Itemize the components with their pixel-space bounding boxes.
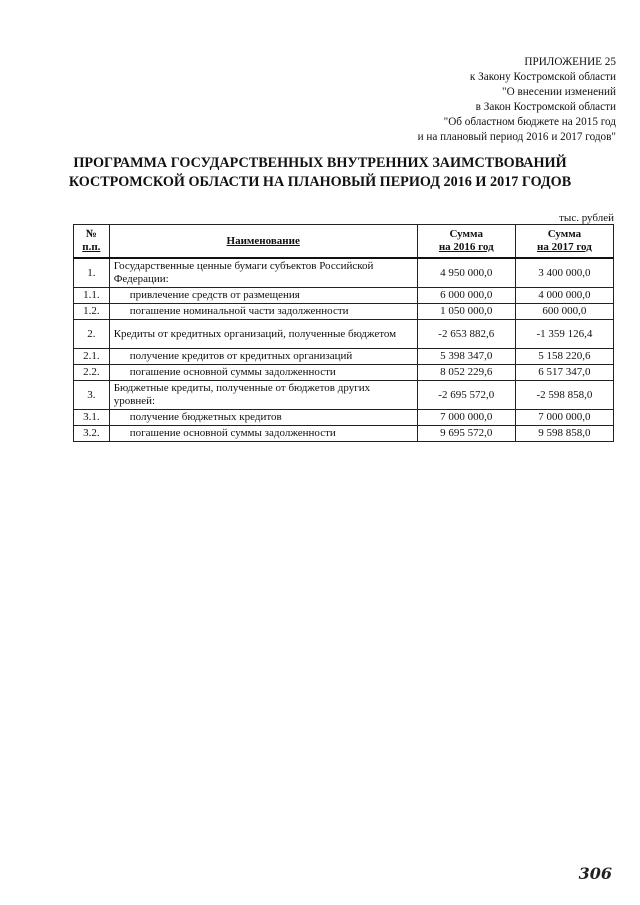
row-name: получение кредитов от кредитных организаций xyxy=(109,349,417,365)
appendix-header xyxy=(418,55,616,145)
appendix-line: ПРИЛОЖЕНИЕ 25 xyxy=(524,56,616,68)
table-row xyxy=(74,320,614,349)
row-number: 3. xyxy=(74,381,110,410)
title-line-2: КОСТРОМСКОЙ ОБЛАСТИ НА ПЛАНОВЫЙ ПЕРИОД 2016 И 2017 ГОДОВ xyxy=(68,174,572,190)
appendix-line: "О внесении изменений xyxy=(502,86,616,98)
header-number-line1: № xyxy=(85,228,97,240)
row-number: 2. xyxy=(74,320,110,349)
row-number: 1.2. xyxy=(74,304,110,320)
row-value-2017: 6 517 347,0 xyxy=(515,365,613,381)
header-name-text: Наименование xyxy=(226,234,300,247)
document-title xyxy=(0,154,640,192)
row-value-2017: 3 400 000,0 xyxy=(515,258,613,288)
table-row xyxy=(74,365,614,381)
appendix-line: к Закону Костромской области xyxy=(469,71,616,83)
row-value-2017: 4 000 000,0 xyxy=(515,288,613,304)
row-name: погашение основной суммы задолженности xyxy=(109,365,417,381)
header-2017-line2: на 2017 год xyxy=(537,241,592,253)
row-number: 2.2. xyxy=(74,365,110,381)
row-name: Кредиты от кредитных организаций, полученные бюджетом xyxy=(109,320,417,349)
row-value-2017: -2 598 858,0 xyxy=(515,381,613,410)
header-2016-line1: Сумма xyxy=(449,228,483,240)
header-2016-line2: на 2016 год xyxy=(438,241,494,253)
table-row xyxy=(74,410,614,426)
table-row xyxy=(74,381,614,410)
row-value-2016: 7 000 000,0 xyxy=(417,410,515,426)
header-2017-line1: Сумма xyxy=(547,228,582,240)
row-value-2016: 5 398 347,0 xyxy=(417,349,515,365)
header-number-line2: п.п. xyxy=(82,241,101,253)
appendix-line: и на плановый период 2016 и 2017 годов" xyxy=(417,131,616,143)
page-number: 306 xyxy=(578,864,612,883)
row-value-2017: -1 359 126,4 xyxy=(515,320,613,349)
row-name: Бюджетные кредиты, полученные от бюджетов других уровней: xyxy=(109,381,417,410)
row-value-2016: -2 653 882,6 xyxy=(417,320,515,349)
row-value-2017: 7 000 000,0 xyxy=(515,410,613,426)
row-value-2016: 4 950 000,0 xyxy=(417,258,515,288)
column-header-name xyxy=(109,225,417,259)
borrowing-table xyxy=(73,224,614,442)
column-header-2017 xyxy=(515,225,613,259)
row-name: привлечение средств от размещения xyxy=(109,288,417,304)
row-name: погашение основной суммы задолженности xyxy=(109,426,417,442)
row-name: получение бюджетных кредитов xyxy=(109,410,417,426)
row-name: Государственные ценные бумаги субъектов Российской Федерации: xyxy=(109,258,417,288)
row-value-2017: 600 000,0 xyxy=(515,304,613,320)
row-value-2016: 1 050 000,0 xyxy=(417,304,515,320)
units-label: тыс. рублей xyxy=(559,212,614,224)
table-row xyxy=(74,258,614,288)
table-row xyxy=(74,288,614,304)
row-value-2016: 8 052 229,6 xyxy=(417,365,515,381)
row-number: 1.1. xyxy=(74,288,110,304)
table-row xyxy=(74,426,614,442)
row-value-2016: 6 000 000,0 xyxy=(417,288,515,304)
column-header-2016 xyxy=(417,225,515,259)
table-row xyxy=(74,304,614,320)
title-line-1: ПРОГРАММА ГОСУДАРСТВЕННЫХ ВНУТРЕННИХ ЗАИМСТВОВАНИЙ xyxy=(73,155,567,171)
appendix-line: "Об областном бюджете на 2015 год xyxy=(443,116,616,128)
row-number: 1. xyxy=(74,258,110,288)
row-number: 3.1. xyxy=(74,410,110,426)
row-name: погашение номинальной части задолженности xyxy=(109,304,417,320)
row-value-2017: 5 158 220,6 xyxy=(515,349,613,365)
row-number: 2.1. xyxy=(74,349,110,365)
appendix-line: в Закон Костромской области xyxy=(475,101,616,113)
row-value-2016: -2 695 572,0 xyxy=(417,381,515,410)
column-header-number xyxy=(74,225,110,259)
row-value-2016: 9 695 572,0 xyxy=(417,426,515,442)
table-header-row xyxy=(74,225,614,259)
row-value-2017: 9 598 858,0 xyxy=(515,426,613,442)
table-row xyxy=(74,349,614,365)
row-number: 3.2. xyxy=(74,426,110,442)
